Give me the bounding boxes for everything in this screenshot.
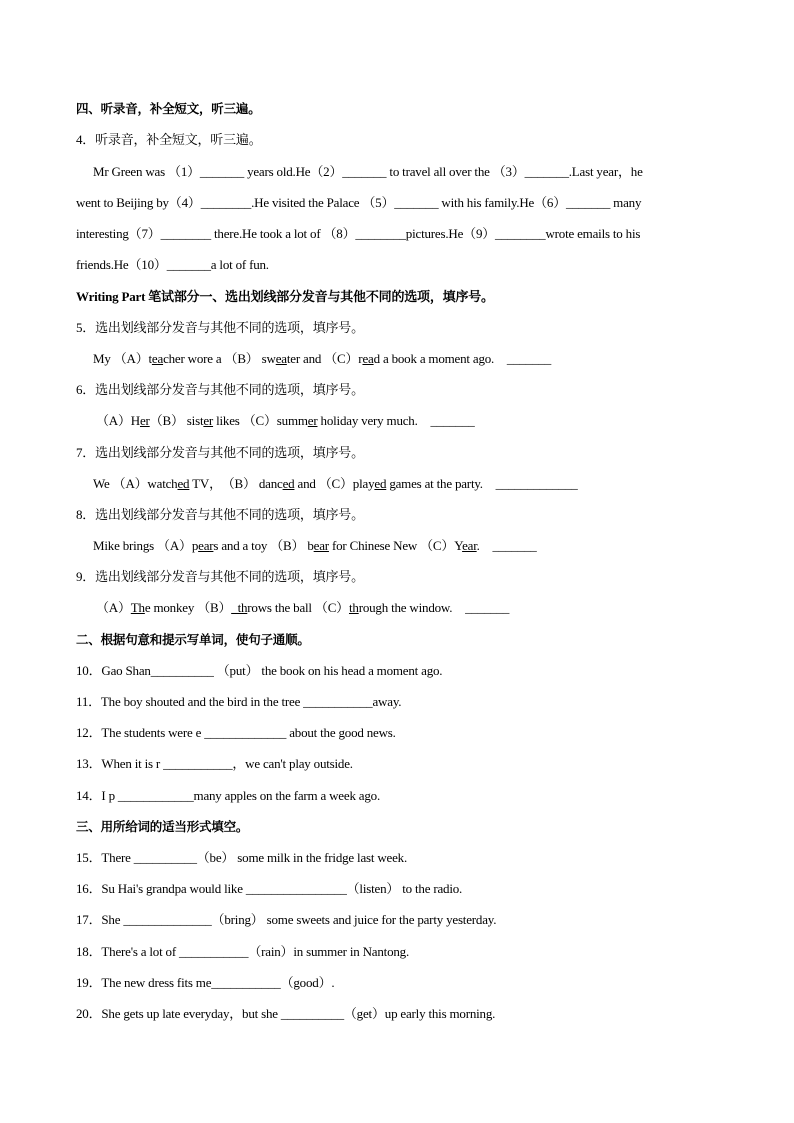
q7-text: TV， （B） danc — [189, 476, 283, 491]
q8-underline-b: ear — [313, 538, 329, 553]
q7-text: games at the party. _____________ — [386, 476, 578, 491]
question-6-options — [96, 413, 718, 429]
q6-text: holiday very much. _______ — [317, 413, 475, 428]
q7-underline-c: ed — [374, 476, 387, 491]
q8-text: s and a toy （B） b — [213, 538, 314, 553]
question-17: 17．She ______________（bring） some sweets and juice for the party yesterday. — [76, 912, 497, 927]
q5-text: d a book a moment ago. _______ — [373, 351, 552, 366]
question-6-title: 6．选出划线部分发音与其他不同的选项，填序号。 — [76, 382, 364, 397]
q8-text: . _______ — [476, 538, 537, 553]
question-7-title: 7．选出划线部分发音与其他不同的选项，填序号。 — [76, 445, 364, 460]
question-9-options — [96, 600, 718, 616]
question-10: 10．Gao Shan__________ （put） the book on his head a moment ago. — [76, 663, 443, 678]
question-15: 15．There __________（be） some milk in the fridge last week. — [76, 850, 408, 865]
q6-text: （B） sist — [149, 413, 204, 428]
question-5-title: 5．选出划线部分发音与其他不同的选项，填序号。 — [76, 320, 364, 335]
q9-text: e monkey （B） — [144, 600, 232, 615]
q9-underline-b: _th — [231, 600, 248, 615]
q9-text: （A） — [96, 600, 131, 615]
q5-underline-b: ea — [275, 351, 287, 366]
q5-text: cher wore a （B） sw — [163, 351, 276, 366]
question-11: 11．The boy shouted and the bird in the tree ___________away. — [76, 694, 402, 709]
q9-underline-a: Th — [130, 600, 145, 615]
question-16: 16．Su Hai's grandpa would like ________________（listen） to the radio. — [76, 881, 463, 896]
q6-underline-c: er — [307, 413, 318, 428]
question-7-options — [93, 476, 718, 492]
q7-underline-b: ed — [282, 476, 295, 491]
question-20: 20．She gets up late everyday，but she __________（get）up early this morning. — [76, 1006, 496, 1021]
q6-text: （A）H — [96, 413, 140, 428]
q6-underline-a: er — [139, 413, 150, 428]
passage-line-4: friends.He（10）_______a lot of fun. — [76, 257, 269, 272]
q9-underline-c: th — [348, 600, 359, 615]
q8-text: Mike brings （A）p — [93, 538, 199, 553]
passage-line-3: interesting（7）________ there.He took a lot of （8）________pictures.He（9）________wrote emails to his — [76, 226, 641, 241]
q8-underline-c: ear — [462, 538, 477, 553]
q7-underline-a: ed — [177, 476, 190, 491]
passage-line-2: went to Beijing by（4）________.He visited the Palace （5）_______ with his family.He（6）_______ many — [76, 195, 642, 210]
q5-text: My （A）t — [93, 351, 152, 366]
section-2-heading: 二、根据句意和提示写单词，使句子通顺。 — [76, 632, 310, 647]
q9-text: rows the ball （C） — [247, 600, 349, 615]
q7-text: We （A）watch — [93, 476, 178, 491]
question-8-title: 8．选出划线部分发音与其他不同的选项，填序号。 — [76, 507, 364, 522]
q9-text: rough the window. _______ — [358, 600, 510, 615]
question-9-title: 9．选出划线部分发音与其他不同的选项，填序号。 — [76, 569, 364, 584]
writing-part-heading: Writing Part 笔试部分一、选出划线部分发音与其他不同的选项，填序号。 — [76, 289, 494, 304]
q6-text: likes （C）summ — [213, 413, 308, 428]
question-4-title: 4．听录音，补全短文，听三遍。 — [76, 132, 262, 147]
section-4-heading: 四、听录音，补全短文，听三遍。 — [76, 101, 261, 116]
question-13: 13．When it is r ___________，we can't play outside. — [76, 756, 353, 771]
question-5-options — [93, 351, 718, 367]
q5-underline-a: ea — [151, 351, 164, 366]
question-8-options — [93, 538, 718, 554]
q8-underline-a: ear — [198, 538, 214, 553]
q6-underline-b: er — [203, 413, 214, 428]
passage-line-1: Mr Green was （1）_______ years old.He（2）_______ to travel all over the （3）_______.Last year，he — [93, 164, 643, 179]
question-19: 19．The new dress fits me___________（good）. — [76, 975, 335, 990]
section-3-heading: 三、用所给词的适当形式填空。 — [76, 819, 249, 834]
question-12: 12．The students were e _____________ about the good news. — [76, 725, 396, 740]
question-14: 14．I p ____________many apples on the farm a week ago. — [76, 788, 381, 803]
question-18: 18．There's a lot of ___________（rain）in summer in Nantong. — [76, 944, 410, 959]
q7-text: and （C）play — [294, 476, 375, 491]
q5-underline-c: ea — [362, 351, 374, 366]
q8-text: for Chinese New （C）Y — [328, 538, 463, 553]
q5-text: ter and （C）r — [286, 351, 363, 366]
